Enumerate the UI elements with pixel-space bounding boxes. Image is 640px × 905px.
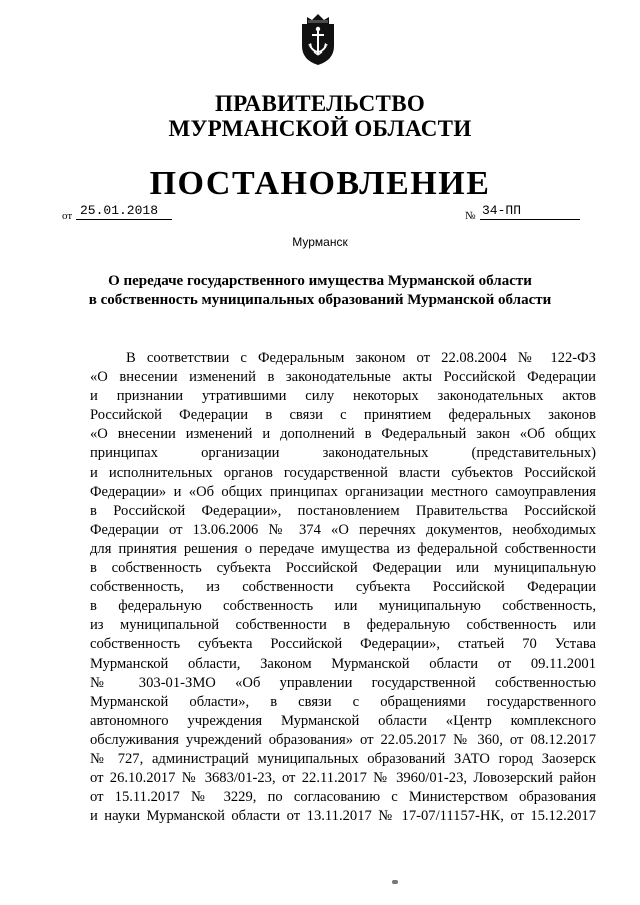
body-line: собственность субъекта Российской Федерации», статьей 70 Устава <box>90 636 596 653</box>
scan-mark <box>392 880 398 884</box>
date-label: от <box>62 210 73 222</box>
body-line: для принятия решения о передаче имущества из федеральной собственности <box>90 540 596 557</box>
body-line: В соответствии с Федеральным законом от 22.08.2004 № 122-ФЗ <box>126 350 596 366</box>
region-title: МУРМАНСКОЙ ОБЛАСТИ <box>168 116 472 141</box>
document-date: 25.01.2018 <box>76 203 172 220</box>
government-title: ПРАВИТЕЛЬСТВО <box>214 91 426 116</box>
document-number: 34-ПП <box>480 203 580 220</box>
body-line: Мурманской области», в связи с обращениями государственного <box>90 693 596 710</box>
body-line: Федерации от 13.06.2006 № 374 «О перечнях документов, необходимых <box>90 521 596 538</box>
body-line: «О внесении изменений в законодательные акты Российской Федерации <box>90 369 596 386</box>
subject-line-2: в собственность муниципальных образований Мурманской области <box>88 292 552 308</box>
body-line: в Российской Федерации», постановлением Правительства Российской <box>90 502 596 519</box>
body-line: Федерации» и «Об общих принципах организации местного самоуправления <box>90 483 596 500</box>
body-line: в собственность субъекта Российской Федерации или муниципальную <box>90 560 596 577</box>
body-line: № 303-01-ЗМО «Об управлении государственной собственностью <box>90 674 596 691</box>
body-line: принципах организации законодательных (представительных) <box>90 445 596 462</box>
number-label: № <box>465 210 476 222</box>
body-line: от 26.10.2017 № 3683/01-23, от 22.11.2017 № 3960/01-23, Ловозерский район <box>90 770 596 787</box>
subject-line-1: О передаче государственного имущества Мурманской области <box>108 273 532 289</box>
body-line: «О внесении изменений и дополнений в Федеральный закон «Об общих <box>90 426 596 443</box>
body-line: обслуживания учреждений образования» от 22.05.2017 № 360, от 08.12.2017 <box>90 731 596 748</box>
body-line: и исполнительных органов государственной власти субъектов Российской <box>90 464 596 481</box>
body-text <box>90 349 596 826</box>
coat-of-arms-icon <box>299 12 337 66</box>
body-line: и науки Мурманской области от 13.11.2017 № 17-07/11157-НК, от 15.12.2017 <box>90 808 596 825</box>
body-line: Российской Федерации в связи с принятием федеральных законов <box>90 407 596 424</box>
city: Мурманск <box>292 235 348 249</box>
body-line: собственность, из собственности субъекта Российской Федерации <box>90 579 596 596</box>
document-type: ПОСТАНОВЛЕНИЕ <box>149 165 491 202</box>
body-line: в федеральную собственность или муниципальную собственность, <box>90 598 596 615</box>
body-line: автономного учреждения Мурманской области «Центр комплексного <box>90 712 596 729</box>
body-line: от 15.11.2017 № 3229, по согласованию с Министерством образования <box>90 789 596 806</box>
body-line: из муниципальной собственности в федеральную собственность или <box>90 617 596 634</box>
body-line: и признании утратившими силу некоторых законодательных актов <box>90 388 596 405</box>
body-line: № 727, администраций муниципальных образований ЗАТО город Заозерск <box>90 750 596 767</box>
body-line: Мурманской области, Законом Мурманской области от 09.11.2001 <box>90 655 596 672</box>
